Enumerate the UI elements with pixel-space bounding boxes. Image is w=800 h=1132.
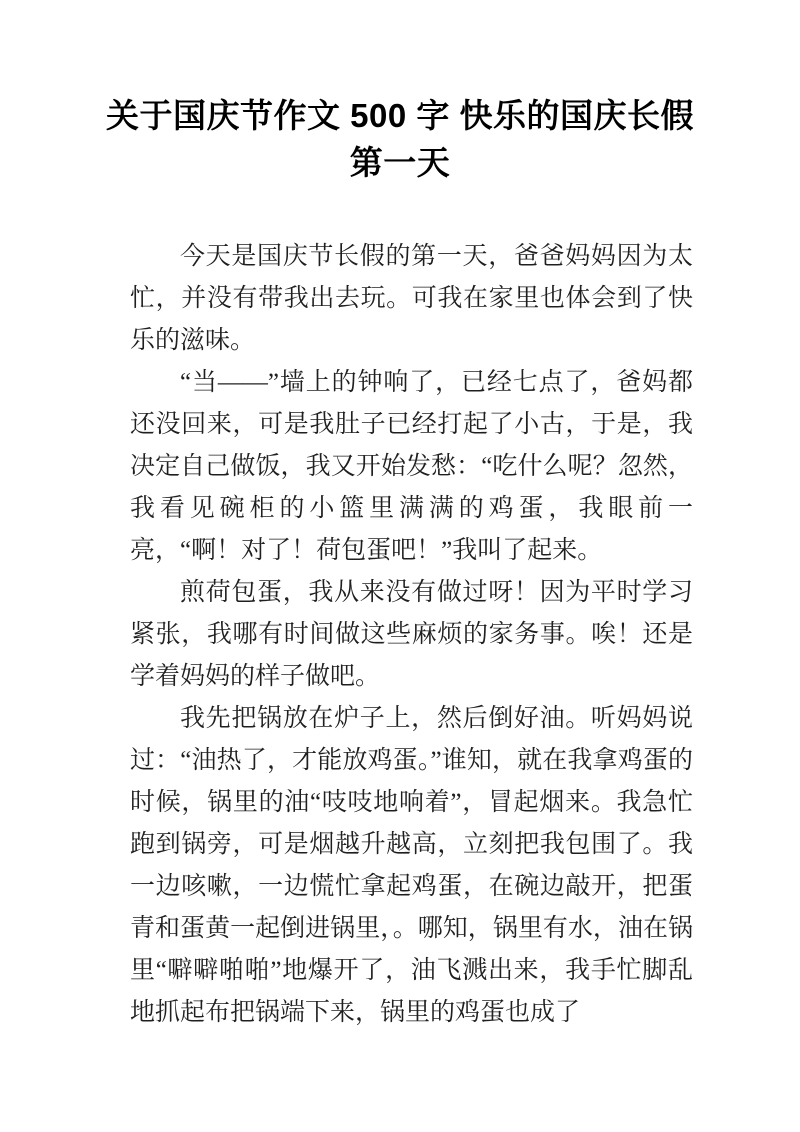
essay-body (130, 236, 693, 1034)
essay-paragraph-2: “当——”墙上的钟响了，已经七点了，爸妈都还没回来，可是我肚子已经打起了小古，于是，我决定自己做饭，我又开始发愁：“吃什么呢？忽然，我看见碗柜的小篮里满满的鸡蛋，我眼前一亮，“啊！对了！荷包蛋吧！”我叫了起来。 (130, 369, 693, 564)
essay-paragraph-1: 今天是国庆节长假的第一天，爸爸妈妈因为太忙，并没有带我出去玩。可我在家里也体会到了快乐的滋味。 (130, 243, 693, 354)
essay-paragraph-3: 煎荷包蛋，我从来没有做过呀！因为平时学习紧张，我哪有时间做这些麻烦的家务事。唉！还是学着妈妈的样子做吧。 (130, 579, 693, 690)
essay-paragraph-4: 我先把锅放在炉子上，然后倒好油。听妈妈说过：“油热了，才能放鸡蛋。”谁知，就在我拿鸡蛋的时候，锅里的油“吱吱地响着”，冒起烟来。我急忙跑到锅旁，可是烟越升越高，立刻把我包围了。我一边咳嗽，一边慌忙拿起鸡蛋，在碗边敲开，把蛋青和蛋黄一起倒进锅里，。哪知，锅里有水，油在锅里“噼噼啪啪”地爆开了，油飞溅出来，我手忙脚乱地抓起布把锅端下来，锅里的鸡蛋也成了 (130, 705, 693, 1026)
page-title: 关于国庆节作文 500 字 快乐的国庆长假第一天 (105, 97, 695, 181)
